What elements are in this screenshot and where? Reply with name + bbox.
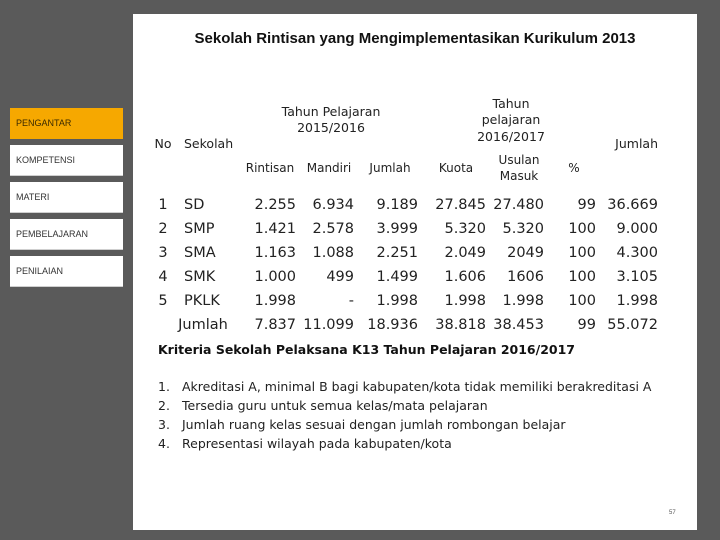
row-usulan: 1606 xyxy=(507,268,544,285)
header-usulan-masuk: Usulan Masuk xyxy=(498,153,540,183)
list-number: 2. xyxy=(158,398,170,413)
sum-kuota: 38.818 xyxy=(435,316,486,333)
row-rintisan: 1.000 xyxy=(254,268,296,285)
row-kuota: 2.049 xyxy=(444,244,486,261)
table-sum-row xyxy=(148,313,662,337)
row-no: 2 xyxy=(158,220,168,237)
sum-usulan: 38.453 xyxy=(493,316,544,333)
header-tp-2016: Tahun pelajaran 2016/2017 xyxy=(477,96,545,144)
row-jumlah: 3.999 xyxy=(376,220,418,237)
row-total: 1.998 xyxy=(616,292,658,309)
list-text: Akreditasi A, minimal B bagi kabupaten/kota tidak memiliki berakreditasi A xyxy=(182,379,652,394)
nav-item-pembelajaran[interactable]: PEMBELAJARAN xyxy=(10,219,123,250)
header-jumlah: Jumlah xyxy=(369,160,411,175)
row-school: SMA xyxy=(184,244,216,261)
sum-persen: 99 xyxy=(577,316,596,333)
nav-item-kompetensi[interactable]: KOMPETENSI xyxy=(10,145,123,176)
row-jumlah: 1.998 xyxy=(376,292,418,309)
sum-mandiri: 11.099 xyxy=(303,316,354,333)
row-school: SMK xyxy=(184,268,216,285)
row-mandiri: 1.088 xyxy=(312,244,354,261)
sum-jumlah: 18.936 xyxy=(367,316,418,333)
row-mandiri: 499 xyxy=(326,268,354,285)
school-table xyxy=(148,96,662,337)
list-item xyxy=(158,377,651,396)
header-tp-2015: Tahun Pelajaran 2015/2016 xyxy=(281,104,381,136)
list-text: Tersedia guru untuk semua kelas/mata pelajaran xyxy=(182,398,488,413)
header-persen: % xyxy=(568,160,580,175)
header-no: No xyxy=(154,136,172,152)
row-persen: 100 xyxy=(568,244,596,261)
list-item xyxy=(158,396,651,415)
page-number: 57 xyxy=(669,510,676,516)
row-total: 4.300 xyxy=(616,244,658,261)
list-item xyxy=(158,415,651,434)
table-row xyxy=(148,217,662,241)
row-mandiri: 6.934 xyxy=(312,196,354,213)
criteria-list xyxy=(158,377,651,453)
header-jumlah-total: Jumlah xyxy=(615,136,658,152)
row-kuota: 5.320 xyxy=(444,220,486,237)
sum-label: Jumlah xyxy=(178,316,228,333)
row-usulan: 27.480 xyxy=(493,196,544,213)
row-total: 36.669 xyxy=(607,196,658,213)
row-no: 5 xyxy=(158,292,168,309)
row-no: 4 xyxy=(158,268,168,285)
row-persen: 100 xyxy=(568,292,596,309)
row-usulan: 5.320 xyxy=(502,220,544,237)
table-row xyxy=(148,289,662,313)
table-row xyxy=(148,265,662,289)
row-persen: 100 xyxy=(568,268,596,285)
row-rintisan: 1.421 xyxy=(254,220,296,237)
criteria-title: Kriteria Sekolah Pelaksana K13 Tahun Pelajaran 2016/2017 xyxy=(158,342,575,357)
header-kuota: Kuota xyxy=(438,160,474,175)
row-persen: 100 xyxy=(568,220,596,237)
row-kuota: 1.998 xyxy=(444,292,486,309)
slide-title: Sekolah Rintisan yang Mengimplementasikan Kurikulum 2013 xyxy=(194,30,636,47)
row-kuota: 27.845 xyxy=(435,196,486,213)
row-usulan: 2049 xyxy=(507,244,544,261)
row-kuota: 1.606 xyxy=(444,268,486,285)
row-no: 1 xyxy=(158,196,168,213)
list-text: Jumlah ruang kelas sesuai dengan jumlah rombongan belajar xyxy=(182,417,566,432)
sum-total: 55.072 xyxy=(607,316,658,333)
row-jumlah: 9.189 xyxy=(376,196,418,213)
list-item xyxy=(158,434,651,453)
header-rintisan: Rintisan xyxy=(245,160,295,175)
row-persen: 99 xyxy=(577,196,596,213)
header-sekolah: Sekolah xyxy=(184,136,234,152)
row-mandiri: 2.578 xyxy=(312,220,354,237)
nav-item-pengantar[interactable]: PENGANTAR xyxy=(10,108,123,139)
row-rintisan: 2.255 xyxy=(254,196,296,213)
nav-item-penilaian[interactable]: PENILAIAN xyxy=(10,256,123,287)
row-rintisan: 1.998 xyxy=(254,292,296,309)
list-number: 1. xyxy=(158,379,170,394)
row-total: 3.105 xyxy=(616,268,658,285)
list-number: 3. xyxy=(158,417,170,432)
table-body xyxy=(148,193,662,313)
row-school: SMP xyxy=(184,220,215,237)
row-jumlah: 1.499 xyxy=(376,268,418,285)
table-row xyxy=(148,241,662,265)
row-usulan: 1.998 xyxy=(502,292,544,309)
row-school: SD xyxy=(184,196,205,213)
row-school: PKLK xyxy=(184,292,220,309)
row-no: 3 xyxy=(158,244,168,261)
list-number: 4. xyxy=(158,436,170,451)
nav-item-materi[interactable]: MATERI xyxy=(10,182,123,213)
row-jumlah: 2.251 xyxy=(376,244,418,261)
list-text: Representasi wilayah pada kabupaten/kota xyxy=(182,436,452,451)
sum-rintisan: 7.837 xyxy=(254,316,296,333)
row-total: 9.000 xyxy=(616,220,658,237)
row-rintisan: 1.163 xyxy=(254,244,296,261)
sidebar-nav xyxy=(10,108,123,293)
header-mandiri: Mandiri xyxy=(306,160,352,175)
row-mandiri: - xyxy=(348,292,354,309)
table-row xyxy=(148,193,662,217)
